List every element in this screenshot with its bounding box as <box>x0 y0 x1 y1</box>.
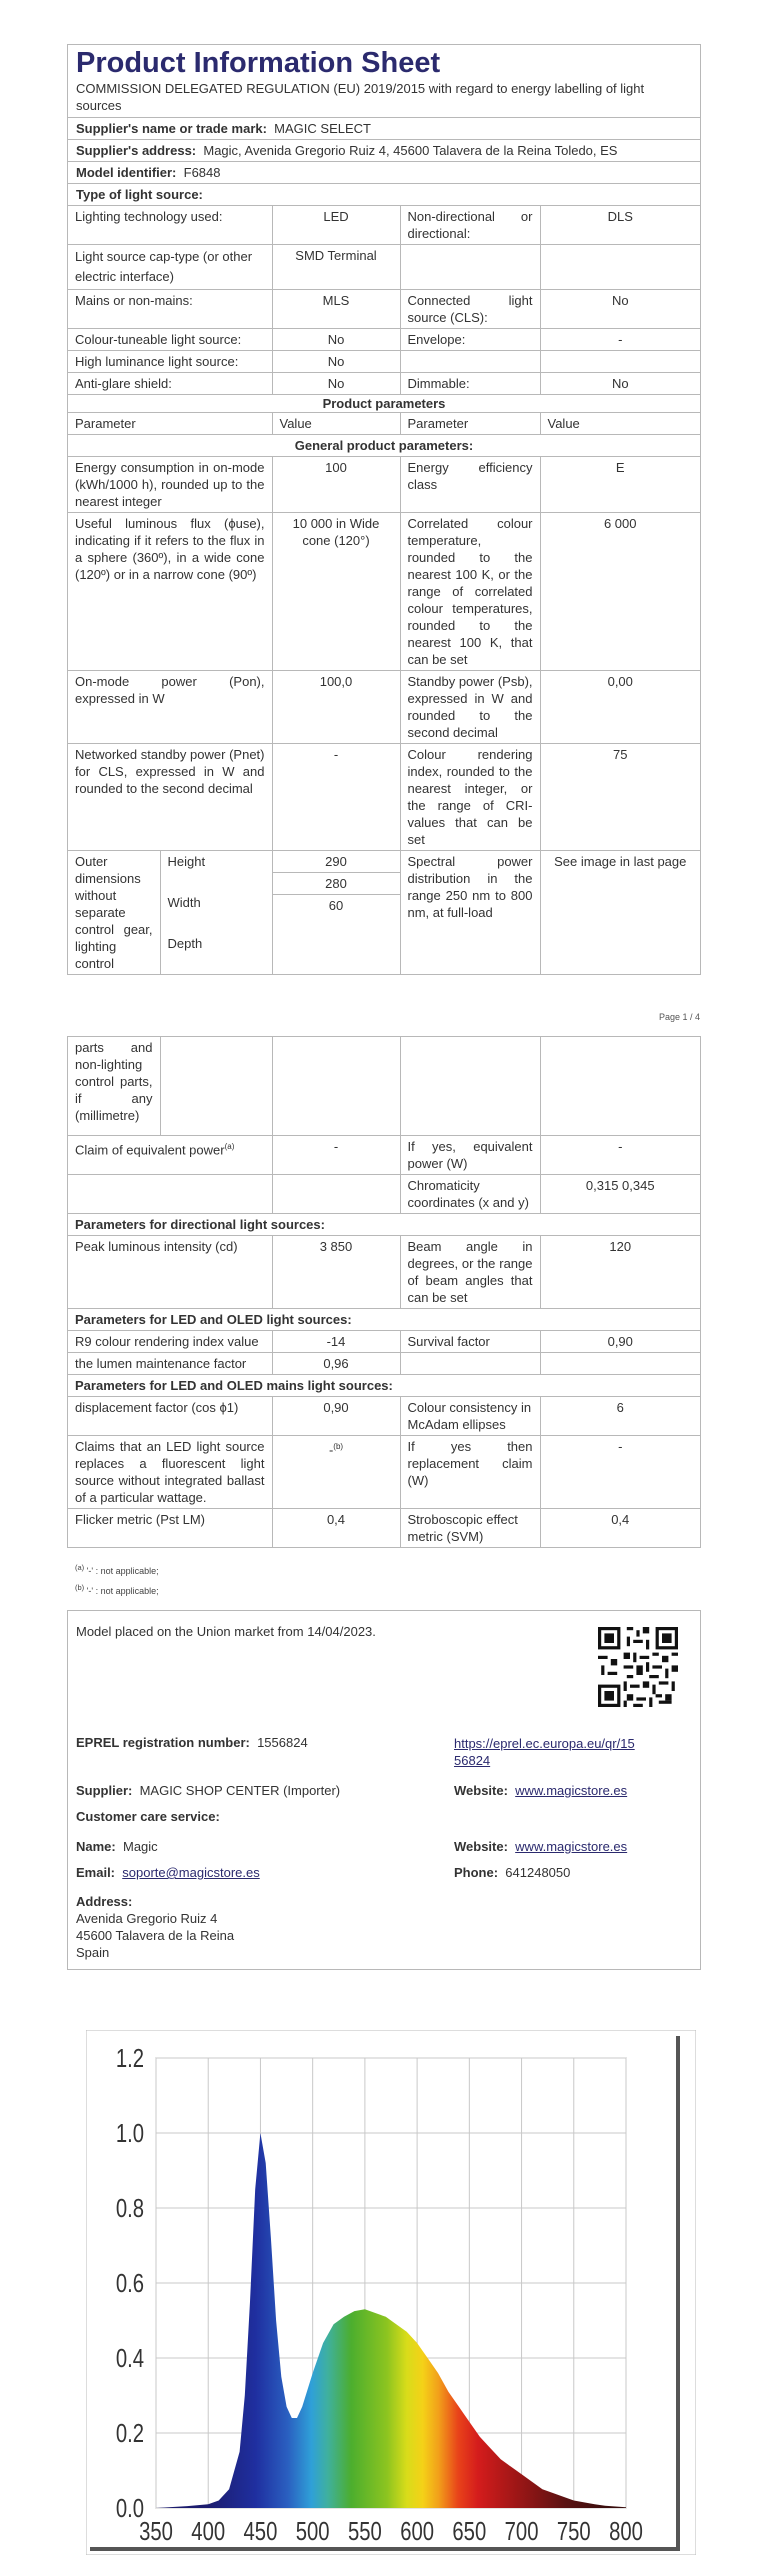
dimensions-subtable <box>68 851 272 974</box>
general-table <box>68 413 700 974</box>
y-tick-label: 0.2 <box>115 2418 144 2448</box>
param-cell: Flicker metric (Pst LM) <box>68 1509 272 1548</box>
supplier-address-row <box>68 140 700 162</box>
param-cell: displacement factor (cos ϕ1) <box>68 1397 272 1436</box>
param-cell: Lighting technology used: <box>68 206 272 245</box>
x-tick-label: 650 <box>452 2516 487 2546</box>
y-tick-label: 1.2 <box>115 2043 144 2073</box>
table-row <box>68 329 700 351</box>
x-tick-label: 450 <box>243 2516 278 2546</box>
value-cell: No <box>272 329 400 351</box>
regulation-text: COMMISSION DELEGATED REGULATION (EU) 2019/2015 with regard to energy labelling of light sources <box>68 80 700 118</box>
care-name-label: Name: <box>76 1839 116 1854</box>
x-tick-label: 500 <box>295 2516 330 2546</box>
x-tick-label: 550 <box>347 2516 382 2546</box>
param-cell: Networked standby power (Pnet) for CLS, expressed in W and rounded to the second decimal <box>68 744 272 851</box>
table-row <box>68 351 700 373</box>
param-cell: If yes, equivalent power (W) <box>400 1136 540 1175</box>
value-cell: 100,0 <box>272 671 400 744</box>
param-cell: Peak luminous intensity (cd) <box>68 1236 272 1309</box>
outer-dimensions-continued-cell <box>68 1037 272 1136</box>
page-number: Page 1 / 4 <box>658 1012 700 1022</box>
care-email-row <box>76 1865 260 1880</box>
table-row <box>68 1353 700 1375</box>
spectral-chart-container <box>86 2030 696 2555</box>
supplier-website-row <box>454 1783 627 1798</box>
value-cell: 0,4 <box>272 1509 400 1548</box>
value-cell: No <box>611 376 629 391</box>
table-row <box>68 1175 700 1214</box>
depth-value: 60 <box>328 898 344 913</box>
param-cell: Connected light source (CLS): <box>400 290 540 329</box>
value-cell: - <box>540 1136 700 1175</box>
eprel-link-line1[interactable]: https://eprel.ec.europa.eu/qr/15 <box>454 1736 635 1751</box>
param-cell: Anti-glare shield: <box>68 373 272 395</box>
column-header: Value <box>540 413 700 435</box>
care-website-link[interactable]: www.magicstore.es <box>515 1839 628 1854</box>
eprel-row <box>76 1735 308 1750</box>
email-label: Email: <box>76 1865 116 1880</box>
param-cell <box>400 245 540 290</box>
value-cell <box>540 1353 700 1375</box>
general-header-row <box>68 435 700 457</box>
directional-header-row <box>68 1214 700 1236</box>
param-cell <box>400 351 540 373</box>
table-row <box>68 1136 700 1175</box>
info-sheet-page-1 <box>67 44 701 975</box>
footnote-mark: (b) <box>75 1583 85 1592</box>
supplier-name-label: Supplier's name or trade mark: <box>76 121 267 136</box>
y-tick-label: 1.0 <box>115 2118 144 2148</box>
spectral-value: See image in last page <box>554 854 687 869</box>
mains-header-row <box>68 1375 700 1397</box>
table-row <box>68 1397 700 1436</box>
outer-dimensions-continued-row <box>68 1037 700 1136</box>
param-cell: Chromaticity coordinates (x and y) <box>400 1175 540 1214</box>
care-website-row <box>454 1839 627 1854</box>
supplier-address-label: Supplier's address: <box>76 143 197 158</box>
param-cell <box>400 1353 540 1375</box>
value-cell: -14 <box>272 1331 400 1353</box>
table-row <box>68 373 700 395</box>
value-cell <box>540 351 700 373</box>
param-cell: Energy efficiency class <box>400 457 540 513</box>
column-header-row <box>68 413 700 435</box>
care-phone-row <box>454 1865 570 1880</box>
spectral-power-chart <box>86 2030 696 2555</box>
value-cell <box>540 245 700 290</box>
type-table <box>68 206 700 394</box>
param-cell: If yes then replacement claim (W) <box>400 1436 540 1509</box>
x-tick-label: 750 <box>556 2516 591 2546</box>
value-cell: 6 <box>540 1397 700 1436</box>
page-title: Product Information Sheet <box>76 47 441 79</box>
model-row <box>68 162 700 184</box>
value-cell: No <box>540 290 700 329</box>
footnote-a <box>75 1563 159 1576</box>
model-value: F6848 <box>183 165 221 180</box>
website-label: Website: <box>454 1839 508 1854</box>
directional-header: Parameters for directional light sources: <box>68 1214 700 1236</box>
footnote-b <box>75 1583 159 1596</box>
model-label: Model identifier: <box>76 165 177 180</box>
param-cell: Correlated colour temperature, rounded to the nearest 100 K, or the range of correlated colour temperatures, rounded to the nearest 100 K, that can be set <box>400 513 540 671</box>
table-row <box>68 290 700 329</box>
y-tick-label: 0.0 <box>115 2493 144 2523</box>
value-cell: 6 000 <box>540 513 700 671</box>
footnote-mark: (a) <box>224 1142 235 1151</box>
equivalent-power-label: Claim of equivalent power <box>75 1142 225 1158</box>
table-row <box>68 245 700 290</box>
value-cell: SMD Terminal <box>272 245 400 290</box>
value-cell: - <box>272 1136 400 1175</box>
table-row <box>68 1436 700 1509</box>
param-cell: Colour consistency in McAdam ellipses <box>400 1397 540 1436</box>
param-cell: Useful luminous flux (ϕuse), indicating if it refers to the flux in a sphere (360º), in a wide cone (120º) or in a narrow cone (90º) <box>68 513 272 671</box>
type-header: Type of light source: <box>68 184 700 206</box>
value-cell: 0,4 <box>611 1512 630 1527</box>
table-row <box>68 1236 700 1309</box>
param-cell <box>68 1175 272 1214</box>
x-tick-label: 600 <box>400 2516 435 2546</box>
supplier-box <box>67 1610 701 1970</box>
supplier-label: Supplier: <box>76 1783 133 1798</box>
x-tick-label: 400 <box>191 2516 226 2546</box>
param-cell: Standby power (Psb), expressed in W and rounded to the second decimal <box>400 671 540 744</box>
address-block <box>76 1893 234 1961</box>
supplier-website-link[interactable]: www.magicstore.es <box>515 1783 628 1798</box>
param-cell: On-mode power (Pon), expressed in W <box>68 671 272 744</box>
value-cell: - <box>272 744 400 851</box>
supplier-row <box>76 1783 340 1798</box>
outer-dimensions-label: Outer dimensions without separate control gear, lighting control <box>68 851 160 974</box>
height-value: 290 <box>273 851 400 873</box>
outer-dimensions-row <box>68 851 700 975</box>
column-header: Parameter <box>400 413 540 435</box>
address-line: Spain <box>76 1945 110 1960</box>
param-cell: Dimmable: <box>400 373 540 395</box>
value-cell: 0,315 0,345 <box>540 1175 700 1214</box>
column-header: Parameter <box>68 413 272 435</box>
eprel-link[interactable] <box>454 1735 635 1769</box>
footnote-mark: (a) <box>75 1563 85 1572</box>
x-tick-label: 800 <box>609 2516 643 2546</box>
qr-code-icon[interactable] <box>598 1627 678 1707</box>
param-cell: Beam angle in degrees, or the range of beam angles that can be set <box>400 1236 540 1309</box>
supplier-value: MAGIC SHOP CENTER (Importer) <box>139 1783 341 1798</box>
value-cell: 0,90 <box>272 1397 400 1436</box>
spectral-label: Spectral power distribution in the range 250 nm to 800 nm, at full-load <box>400 851 540 975</box>
param-cell: Non-directional or directional: <box>400 206 540 245</box>
value-cell: LED <box>272 206 400 245</box>
y-tick-label: 0.6 <box>115 2268 144 2298</box>
table-row <box>68 206 700 245</box>
info-sheet-page-2 <box>67 1036 701 1548</box>
footnote-mark: (b) <box>333 1442 344 1451</box>
value-cell: MLS <box>272 290 400 329</box>
value-cell: No <box>272 373 400 395</box>
depth-label: Depth <box>167 936 203 951</box>
column-header: Value <box>272 413 400 435</box>
table-row <box>68 1331 700 1353</box>
continued-table <box>68 1037 700 1547</box>
phone-label: Phone: <box>454 1865 499 1880</box>
eprel-link-line2[interactable]: 56824 <box>454 1753 491 1768</box>
led-header: Parameters for LED and OLED light sources: <box>68 1309 700 1331</box>
address-label: Address: <box>76 1894 133 1909</box>
value-cell: 0,90 <box>540 1331 700 1353</box>
value-cell: No <box>272 351 400 373</box>
value-cell: 0,96 <box>272 1353 400 1375</box>
general-header: General product parameters: <box>68 435 700 457</box>
supplier-address-value: Magic, Avenida Gregorio Ruiz 4, 45600 Talavera de la Reina Toledo, ES <box>203 143 618 158</box>
value-cell: 3 850 <box>272 1236 400 1309</box>
care-name-row <box>76 1839 158 1854</box>
param-cell: Colour rendering index, rounded to the nearest integer, or the range of CRI-values that can be set <box>400 744 540 851</box>
value-cell: 100 <box>272 457 400 513</box>
website-label: Website: <box>454 1783 508 1798</box>
outer-dimensions-label-continued: parts and non-lighting control parts, if any (millimetre) <box>68 1037 160 1135</box>
x-tick-label: 350 <box>139 2516 173 2546</box>
value-cell: - <box>540 329 700 351</box>
value-cell: DLS <box>540 206 700 245</box>
param-cell: Claims that an LED light source replaces a fluorescent light source without integrated ballast of a particular wattage. <box>68 1436 272 1509</box>
param-cell: the lumen maintenance factor <box>68 1353 272 1375</box>
param-cell: Envelope: <box>400 329 540 351</box>
replacement-claim-value: - <box>328 1442 334 1458</box>
value-cell: 75 <box>540 744 700 851</box>
value-cell: E <box>540 457 700 513</box>
footnote-text: '-' : not applicable; <box>86 1586 159 1596</box>
param-cell: Stroboscopic effect metric (SVM) <box>400 1509 540 1548</box>
value-cell: 120 <box>540 1236 700 1309</box>
value-cell <box>272 1175 400 1214</box>
eprel-value: 1556824 <box>257 1735 308 1750</box>
dimension-values-cell <box>272 851 400 975</box>
width-label: Width <box>167 895 201 910</box>
table-row <box>68 671 700 744</box>
market-date: Model placed on the Union market from 14/04/2023. <box>76 1624 376 1639</box>
supplier-name-value: MAGIC SELECT <box>274 121 371 136</box>
value-cell <box>272 1436 400 1509</box>
param-cell <box>68 1136 272 1175</box>
param-cell: Light source cap-type (or other electric interface) <box>68 245 272 290</box>
param-cell: Colour-tuneable light source: <box>68 329 272 351</box>
table-row <box>68 513 700 671</box>
care-email-link[interactable]: soporte@magicstore.es <box>122 1865 260 1880</box>
value-cell: 10 000 in Wide cone (120°) <box>272 513 400 671</box>
footnote-text: '-' : not applicable; <box>86 1566 159 1576</box>
product-parameters-header: Product parameters <box>68 394 700 413</box>
param-cell: High luminance light source: <box>68 351 272 373</box>
chart-shadow-right <box>676 2036 680 2551</box>
param-cell: Survival factor <box>400 1331 540 1353</box>
chart-shadow-bottom <box>90 2547 680 2551</box>
y-tick-label: 0.8 <box>115 2193 144 2223</box>
param-cell: Mains or non-mains: <box>68 290 272 329</box>
mains-header: Parameters for LED and OLED mains light sources: <box>68 1375 700 1397</box>
param-cell: R9 colour rendering index value <box>68 1331 272 1353</box>
address-line: 45600 Talavera de la Reina <box>76 1928 235 1943</box>
param-cell: Energy consumption in on-mode (kWh/1000 h), rounded up to the nearest integer <box>68 457 272 513</box>
phone-value: 641248050 <box>505 1865 571 1880</box>
value-cell: - <box>540 1436 700 1509</box>
care-name-value: Magic <box>122 1839 158 1854</box>
supplier-name-row <box>68 118 700 140</box>
table-row <box>68 744 700 851</box>
height-label: Height <box>167 854 206 869</box>
value-cell: 0,00 <box>540 671 700 744</box>
table-row <box>68 457 700 513</box>
x-tick-label: 700 <box>504 2516 539 2546</box>
customer-care-header: Customer care service: <box>76 1809 220 1824</box>
y-tick-label: 0.4 <box>115 2343 144 2373</box>
led-header-row <box>68 1309 700 1331</box>
eprel-label: EPREL registration number: <box>76 1735 250 1750</box>
address-line: Avenida Gregorio Ruiz 4 <box>76 1911 218 1926</box>
width-value: 280 <box>273 873 400 895</box>
table-row <box>68 1509 700 1548</box>
outer-dimensions-cell <box>68 851 272 975</box>
